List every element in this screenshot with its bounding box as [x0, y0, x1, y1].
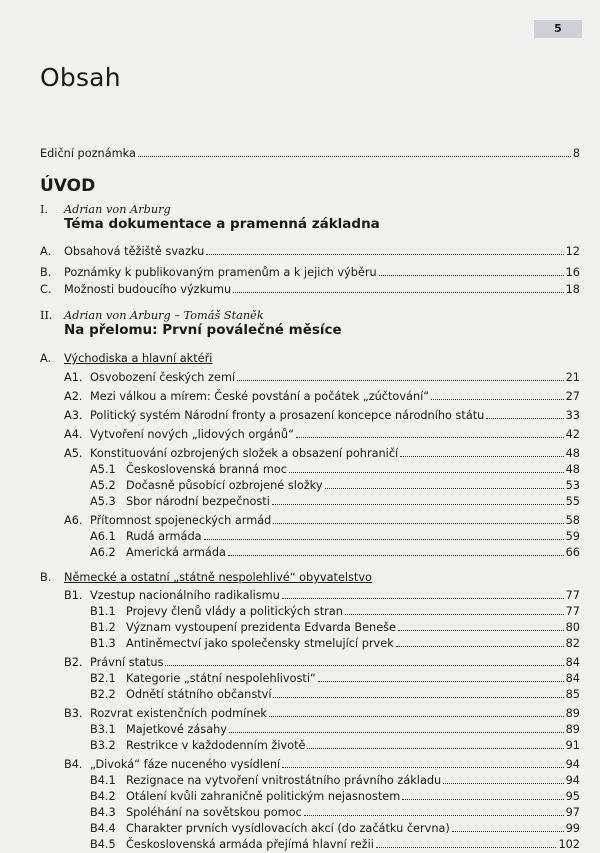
toc-page: 55	[565, 495, 580, 508]
leader-dots	[273, 522, 563, 524]
toc-page: 48	[565, 447, 580, 460]
leader-dots	[229, 731, 564, 733]
toc-label: Sbor národní bezpečnosti	[126, 495, 270, 508]
leader-dots	[282, 597, 564, 599]
part-author: Adrian von Arburg – Tomáš Staněk	[64, 309, 264, 322]
leader-dots	[325, 487, 564, 489]
toc-section-b[interactable]	[40, 568, 580, 584]
toc-code: A1.	[64, 371, 83, 384]
leader-dots	[400, 455, 563, 457]
toc-row[interactable]	[90, 835, 580, 851]
toc-code: B1.2	[90, 621, 116, 634]
toc-page: 94	[565, 774, 580, 787]
toc-code: A2.	[64, 390, 83, 403]
leader-dots	[452, 830, 564, 832]
toc-row[interactable]	[90, 602, 580, 618]
toc-row[interactable]	[90, 771, 580, 787]
toc-label: Rozvrat existenčních podmínek	[90, 707, 267, 720]
toc-row[interactable]	[64, 704, 580, 720]
leader-dots	[206, 253, 563, 255]
toc-page: 53	[565, 479, 580, 492]
toc-label: Ediční poznámka	[40, 147, 136, 160]
toc-label: Projevy členů vlády a politických stran	[126, 605, 343, 618]
toc-label: Československá armáda přejímá hlavní režii	[126, 838, 374, 851]
leader-dots	[398, 629, 564, 631]
leader-dots	[237, 379, 564, 381]
section-heading: ÚVOD	[40, 176, 96, 196]
toc-code: B3.	[64, 707, 83, 720]
toc-label: Přítomnost spojeneckých armád	[90, 514, 272, 527]
toc-code: C.	[40, 283, 52, 296]
toc-page: 21	[565, 371, 580, 384]
toc-page: 48	[565, 463, 580, 476]
toc-label: Rudá armáda	[126, 530, 202, 543]
toc-code: A4.	[64, 428, 83, 441]
toc-code: B1.1	[90, 605, 116, 618]
leader-dots	[402, 798, 563, 800]
toc-row[interactable]	[64, 444, 580, 460]
toc-row[interactable]	[90, 460, 580, 476]
toc-row[interactable]	[64, 755, 580, 771]
toc-page: 89	[565, 707, 580, 720]
toc-label: Rezignace na vytvoření vnitrostátního právního základu	[126, 774, 442, 787]
toc-code: B1.3	[90, 637, 116, 650]
leader-dots	[204, 538, 564, 540]
toc-row[interactable]	[90, 634, 580, 650]
part-author: Adrian von Arburg	[64, 203, 171, 216]
toc-page: 18	[565, 283, 580, 296]
toc-code: B4.3	[90, 806, 116, 819]
toc-row[interactable]	[64, 368, 580, 384]
toc-row[interactable]	[90, 803, 580, 819]
toc-row[interactable]	[90, 720, 580, 736]
toc-label: Východiska a hlavní aktéři	[64, 352, 213, 365]
toc-label: Politický systém Národní fronty a prosazení koncepce národního státu	[90, 409, 485, 422]
toc-label: Majetkové zásahy	[126, 723, 227, 736]
toc-page: 84	[565, 656, 580, 669]
toc-page: 82	[565, 637, 580, 650]
toc-label: Spoléhání na sovětskou pomoc	[126, 806, 302, 819]
toc-row[interactable]	[64, 387, 580, 403]
leader-dots	[273, 696, 563, 698]
toc-code: B3.2	[90, 739, 116, 752]
toc-code: B4.2	[90, 790, 116, 803]
leader-dots	[307, 747, 563, 749]
toc-page: 84	[565, 672, 580, 685]
page-number: 5	[534, 20, 582, 38]
leader-dots	[379, 274, 564, 276]
leader-dots	[376, 846, 557, 848]
toc-row[interactable]	[40, 280, 580, 296]
toc-row[interactable]	[90, 787, 580, 803]
leader-dots	[269, 715, 564, 717]
toc-code: B4.5	[90, 838, 116, 851]
toc-page: 66	[565, 546, 580, 559]
toc-page: 99	[565, 822, 580, 835]
toc-row[interactable]	[90, 669, 580, 685]
toc-page: 8	[572, 147, 580, 160]
toc-row[interactable]	[64, 586, 580, 602]
toc-label: Americká armáda	[126, 546, 226, 559]
toc-code: A6.1	[90, 530, 116, 543]
toc-page: 91	[565, 739, 580, 752]
toc-label: Poznámky k publikovaným pramenům a k jejich výběru	[64, 266, 377, 279]
toc-row[interactable]	[90, 492, 580, 508]
toc-code: A5.2	[90, 479, 116, 492]
toc-label: Antiněmectví jako společensky stmelující prvek	[126, 637, 394, 650]
toc-code: B2.2	[90, 688, 116, 701]
part-numeral: I.	[40, 203, 49, 216]
leader-dots	[282, 766, 563, 768]
toc-label: Význam vystoupení prezidenta Edvarda Beneše	[126, 621, 396, 634]
toc-row[interactable]	[64, 425, 580, 441]
toc-label: Charakter prvních vysídlovacích akcí (do začátku června)	[126, 822, 450, 835]
toc-code: A.	[40, 352, 52, 365]
toc-row[interactable]	[64, 653, 580, 669]
toc-label: Možnosti budoucího výzkumu	[64, 283, 232, 296]
leader-dots	[396, 645, 564, 647]
toc-code: B1.	[64, 589, 83, 602]
toc-page: 58	[565, 514, 580, 527]
toc-label: Odnětí státního občanství	[126, 688, 272, 701]
toc-code: B4.4	[90, 822, 116, 835]
toc-page: 27	[565, 390, 580, 403]
leader-dots	[289, 471, 564, 473]
toc-code: A5.1	[90, 463, 116, 476]
toc-label: Kategorie „státní nespolehlivosti“	[126, 672, 316, 685]
toc-label: Obsahová těžiště svazku	[64, 245, 205, 258]
toc-row[interactable]	[40, 242, 580, 258]
toc-section-a[interactable]	[40, 349, 580, 365]
leader-dots	[304, 814, 564, 816]
leader-dots	[233, 291, 564, 293]
toc-row[interactable]	[90, 819, 580, 835]
toc-row[interactable]	[90, 476, 580, 492]
toc-page: 16	[565, 266, 580, 279]
toc-page: 59	[565, 530, 580, 543]
part-title: Téma dokumentace a pramenná základna	[64, 216, 380, 232]
leader-dots	[165, 664, 563, 666]
toc-row[interactable]	[90, 736, 580, 752]
page-title: Obsah	[40, 63, 121, 92]
toc-code: A6.	[64, 514, 83, 527]
toc-label: Vytvoření nových „lidových orgánů“	[90, 428, 294, 441]
toc-page: 77	[565, 589, 580, 602]
leader-dots	[443, 782, 563, 784]
toc-row[interactable]	[90, 618, 580, 634]
toc-label: Otálení kvůli zahraničně politickým nejasnostem	[126, 790, 401, 803]
toc-code: A3.	[64, 409, 83, 422]
toc-code: B4.1	[90, 774, 116, 787]
toc-page: 42	[565, 428, 580, 441]
leader-dots	[345, 613, 564, 615]
toc-page: 33	[565, 409, 580, 422]
toc-label: Německé a ostatní „státně nespolehlivé“ obyvatelstvo	[64, 571, 372, 584]
toc-label: „Divoká“ fáze nuceného vysídlení	[90, 758, 281, 771]
leader-dots	[228, 554, 564, 556]
leader-dots	[138, 155, 571, 157]
toc-page: 95	[565, 790, 580, 803]
toc-label: Osvobození českých zemí	[90, 371, 236, 384]
toc-code: A5.3	[90, 495, 116, 508]
toc-label: Československá branná moc	[126, 463, 287, 476]
toc-row[interactable]	[90, 543, 580, 559]
toc-code: B4.	[64, 758, 83, 771]
toc-code: B3.1	[90, 723, 116, 736]
toc-row[interactable]	[90, 685, 580, 701]
leader-dots	[318, 680, 564, 682]
toc-code: A6.2	[90, 546, 116, 559]
toc-label: Vzestup nacionálního radikalismu	[90, 589, 280, 602]
leader-dots	[296, 436, 564, 438]
toc-code: A5.	[64, 447, 83, 460]
toc-page: 94	[565, 758, 580, 771]
toc-row[interactable]	[90, 527, 580, 543]
toc-row[interactable]	[64, 511, 580, 527]
toc-code: A.	[40, 245, 52, 258]
toc-page: 102	[558, 838, 580, 851]
toc-code: B2.1	[90, 672, 116, 685]
toc-page: 80	[565, 621, 580, 634]
toc-page: 97	[565, 806, 580, 819]
toc-row[interactable]	[40, 263, 580, 279]
toc-label: Právní status	[90, 656, 164, 669]
toc-label: Mezi válkou a mírem: České povstání a počátek „zúčtování“	[90, 390, 430, 403]
leader-dots	[431, 398, 564, 400]
leader-dots	[486, 417, 563, 419]
toc-row-front[interactable]	[40, 144, 580, 160]
toc-label: Konstituování ozbrojených složek a obsazení pohraničí	[90, 447, 399, 460]
toc-page: 12	[565, 245, 580, 258]
toc-row[interactable]	[64, 406, 580, 422]
toc-page: 85	[565, 688, 580, 701]
toc-code: B.	[40, 571, 52, 584]
toc-page: 89	[565, 723, 580, 736]
toc-code: B.	[40, 266, 52, 279]
toc-page: 77	[565, 605, 580, 618]
leader-dots	[272, 503, 564, 505]
toc-label: Dočasně působící ozbrojené složky	[126, 479, 323, 492]
toc-label: Restrikce v každodenním životě	[126, 739, 306, 752]
toc-code: B2.	[64, 656, 83, 669]
part-title: Na přelomu: První poválečné měsíce	[64, 322, 342, 338]
part-numeral: II.	[40, 309, 53, 322]
